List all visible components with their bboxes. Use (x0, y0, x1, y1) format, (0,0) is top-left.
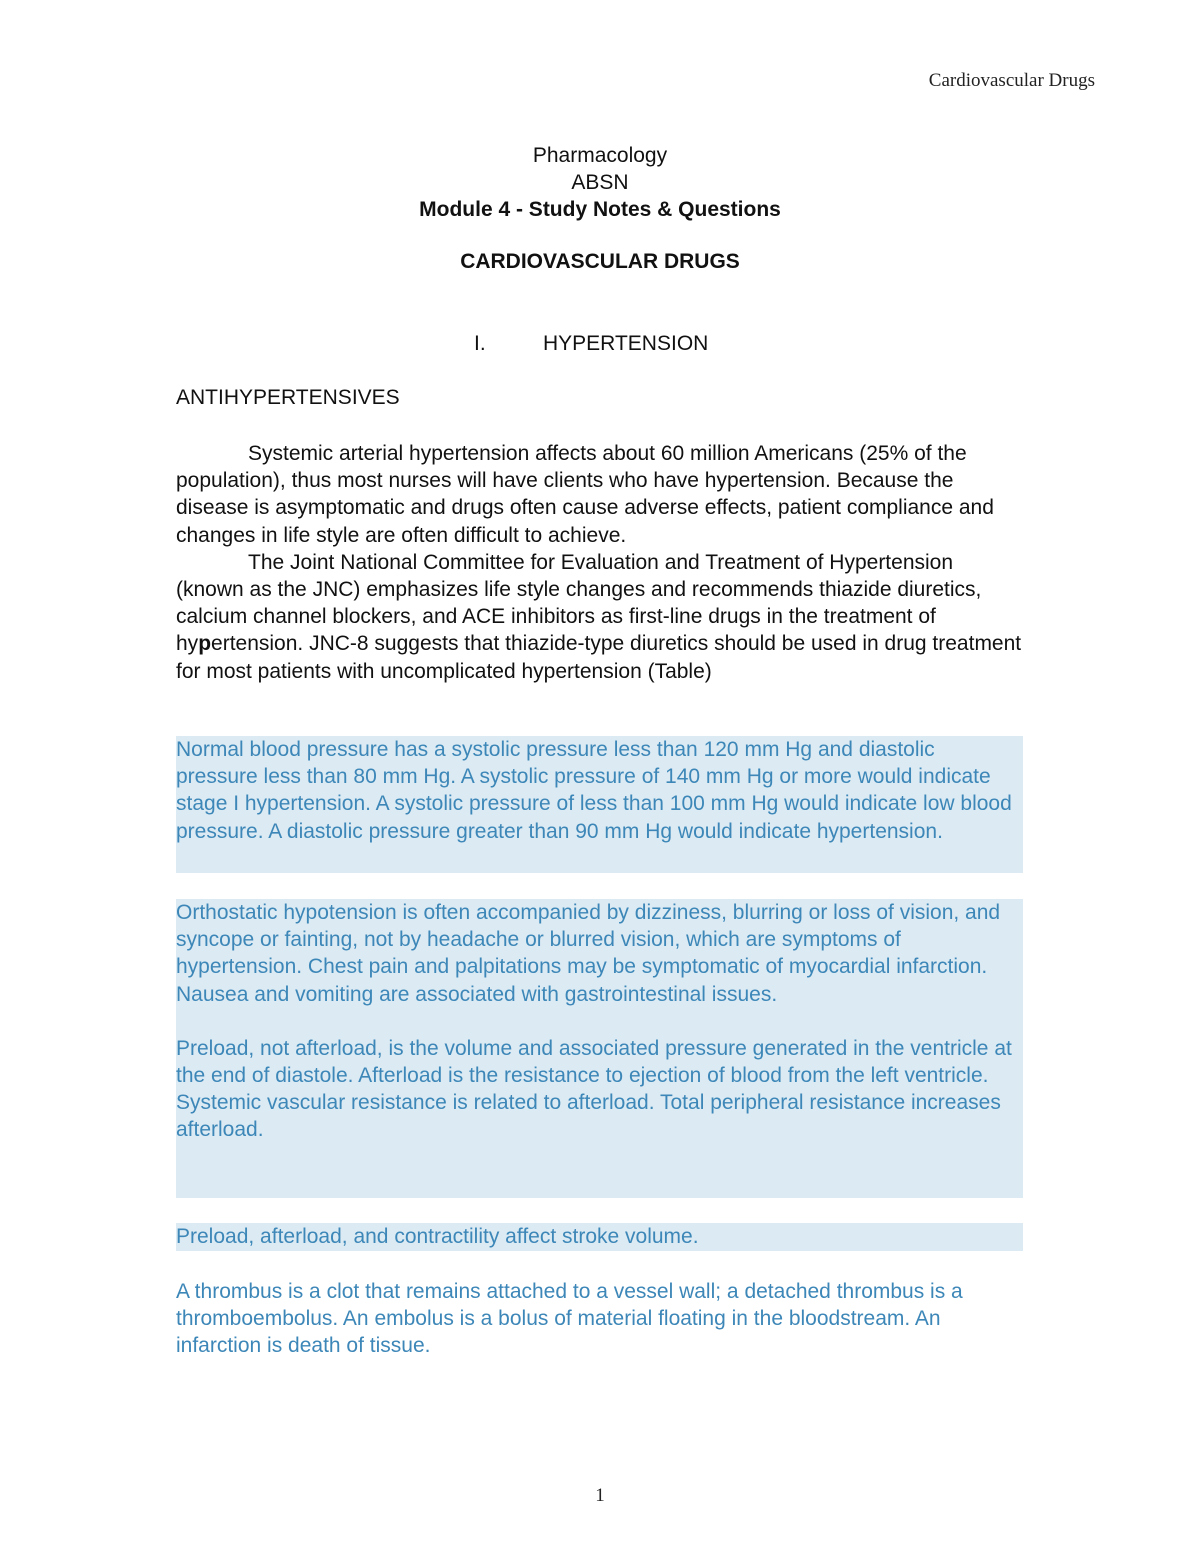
note-text: Preload, not afterload, is the volume and associated pressure generated in the ventricle at the end of diastole. Afterload is the resistance to ejection of blood from the left ventricle. (176, 1036, 1012, 1088)
document-title: CARDIOVASCULAR DRUGS (460, 250, 740, 273)
page-number: 1 (595, 1485, 605, 1506)
highlighted-note (176, 899, 1023, 1198)
body-paragraph: Systemic arterial hypertension affects about 60 million Americans (25% of the population), thus most nurses will have clients who have hypertension. Because the disease is asymptomatic and drugs often cause adverse effects, patient compliance and changes in life style are often difficult to achieve. (176, 442, 994, 547)
body-text (176, 440, 1026, 685)
body-text-run: The Joint National Committee for Evaluation and Treatment of Hypertension (known as the JNC) emphasizes life style changes and recommends thiazide diuretics, calcium channel blockers, and ACE inhibitors as first-line drugs in the treatment of hy (176, 550, 982, 656)
running-header: Cardiovascular Drugs (928, 70, 1095, 91)
bold-letter: p (198, 632, 212, 656)
section-title: HYPERTENSION (543, 332, 709, 355)
highlighted-note (176, 1223, 1023, 1251)
note-text: Systemic vascular resistance is related to afterload. Total peripheral resistance increases afterload. (176, 1091, 1001, 1142)
highlighted-note (176, 736, 1023, 873)
section-heading (474, 332, 708, 356)
note-text: A thrombus is a clot that remains attached to a vessel wall; a detached thrombus is a thromboembolus. An embolus is a bolus of material floating in the bloodstream. An infarction is death of tissue. (176, 1280, 963, 1358)
title-block (0, 142, 1200, 223)
module-title: Module 4 - Study Notes & Questions (419, 198, 781, 221)
course-name: Pharmacology (532, 144, 668, 167)
subheading: ANTIHYPERTENSIVES (176, 386, 400, 409)
note-text: Normal blood pressure has a systolic pressure less than 120 mm Hg and diastolic pressure less than 80 mm Hg. A systolic pressure of 140 mm Hg or more would indicate stage I hypertension. A systolic pressure of less than 100 mm Hg would indicate low blood pressure. A diastolic pressure greater than 90 mm Hg would indicate hypertension. (176, 738, 1012, 843)
note (176, 1278, 1023, 1360)
note-text: Preload, afterload, and contractility affect stroke volume. (176, 1225, 699, 1248)
body-paragraph (176, 549, 1026, 685)
body-text-run: ertension. JNC-8 suggests that thiazide-type diuretics should be used in drug treatment for most patients with uncomplicated hypertension (Table) (176, 632, 1022, 683)
program-name: ABSN (571, 171, 629, 194)
section-number: I. (474, 332, 486, 355)
note-text: Orthostatic hypotension is often accompanied by dizziness, blurring or loss of vision, and syncope or fainting, not by headache or blurred vision, which are symptoms of hypertension. Chest pain and palpitations may be symptomatic of myocardial infarction. Nausea and vomiting are associated with gastrointestinal issues. (176, 901, 1001, 1006)
